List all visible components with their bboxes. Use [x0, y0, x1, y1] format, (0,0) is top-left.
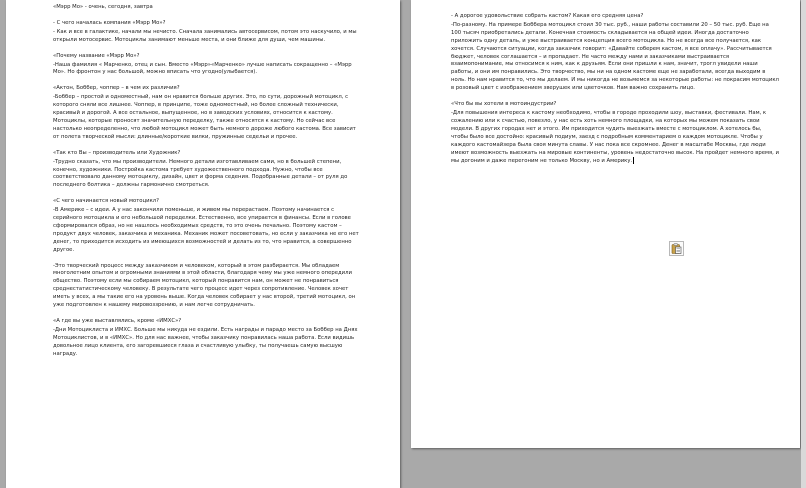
document-page-2[interactable] — [411, 0, 800, 448]
paragraph-gap — [53, 143, 360, 150]
question-paragraph: - С чего началась компания «Мэрр Мо»? — [53, 19, 166, 26]
question-paragraph: - А дорогое удовольствие собрать кастом? Какая его средняя цена? — [451, 13, 644, 19]
answer-paragraph: -Боббер – простой и одноместный, нам он нравится больше других. Это, по сути, дорожный мотоцикл, с которого сняли все лишнее. Чоппер, в принципе, тоже одноместный, но более сложный технически, красивый и дорогой. А все остальное, выпущенное, но в заводских условиях, относится к кастому. Мотоциклы, которые проносят значительную переделку, также относятся к кастому. Но сейчас все настолько неопределенно, что любой мотоцикл может быть немного дороже любого кастома. Все зависит от полета творческой мысли: длинные/короткие вилки, пружинные седельи и прочее. — [53, 94, 356, 140]
vertical-scrollbar[interactable] — [801, 0, 806, 488]
question-paragraph: «А где вы уже выставлялись, кроме «ИМХС»? — [53, 318, 182, 324]
answer-paragraph: -Дни Мотоциклиста и ИМХС. Больше мы никуда не ездили. Есть награды и парадо место за Боббер на Днях Мотоциклистов, и в «ИМХС». Но для нас важнее, чтобы заказчику понравилась наша работа. Если видишь довольное лицо клиента, его загоревшиеся глаза и счастливую улыбку, ты получаешь самую высшую награду. — [53, 326, 358, 357]
clipboard-paste-icon — [671, 243, 682, 254]
page-2-text-column[interactable] — [411, 13, 800, 167]
answer-paragraph: -Это творческий процесс между заказчиком и человеком, который в этом разбирается. Мы обладаем многолетним опытом и огромными знаниями в этой области, благодаря чему мы уже немного опередили общество. Поэтому если мы собираем мотоцикл, который понравится нам, он может не понравиться среднестатистическому человеку. В результате чего процесс идет через сопротивление. Человек хочет иметь у всех, а мы такие его на уровень выше. Когда человек собирает у нас второй, третий мотоцикл, он уже подготовлен к нашему мировоззрению, и нам легче сотрудничать. — [53, 262, 356, 309]
paragraph-gap — [53, 311, 360, 318]
page-1-text-column[interactable] — [6, 4, 400, 360]
answer-text: -Для повышения интереса к кастому необходимо, чтобы в городе проходили шоу, выставки, фестивали. Нам, к сожалению или к счастью, повезло, у нас есть хоть немного площадки, на которых мы можем показать свои модели. В других городах нет и этого. Им приходится чудить выезжать вместе с мотоциклом. А хотелось бы, чтобы было все достойно: красивый подиум, заезд с подробным комментарием о каждом мотоцикле. Чтобы у каждого кастомайзера была своя минута славы. У нас пока все скромнее. Денег в масштабе Москвы, где люди имеют возможность выезжать на мировые континенты, уровень недостаточно высок. На пройдет немного время, и мы догоним и даже перегоним не только Москву, но и Америку. — [451, 109, 779, 165]
answer-paragraph: -В Америке – с идеи. А у нас закончили поменьше, и живем мы перерастаем. Поэтому начинается с серийного мотоцикла и его небольшой переделки. Естественно, все упирается в финансы. Если в голове сформировался образ, но не нашлось необходимых средств, то это очень печально. Поэтому кастом – продукт двух человек, заказчика и механика. Механик может посоветовать, но если у заказчика не его нет денег, то приходится исходить из имеющихся возможностей и делать из то, что нравится, а совершенно другое. — [53, 207, 359, 253]
paragraph-gap — [53, 13, 360, 20]
paragraph-gap — [53, 256, 360, 263]
question-paragraph: «Почему название «Мэрр Мо»? — [53, 52, 140, 59]
document-page-1[interactable] — [6, 0, 400, 488]
answer-paragraph: -Наша фамилия « Марченко, отец и сын. Вместо «Мэрр»«Марченко» лучше написать сокращенно – «Мэрр Мо». Но фронтон у нас большой, можно вписать что угодно(улыбается). — [53, 61, 352, 76]
paragraph-gap — [451, 94, 780, 101]
answer-paragraph — [451, 110, 780, 166]
paste-options-button[interactable] — [669, 241, 684, 256]
answer-paragraph: -По-разному. На примере Боббера мотоцикл стоил 30 тыс. руб., наши работы составили 20 – 50 тыс. руб. Еще на 100 тысяч приобретались детали. Конечная стоимость складывается на общей идеи. Иногда достаточно приложить одну деталь, и уже выстраивается концепция всего мотоцикла. Но не всегда все получается, как хочется. Случаются ситуации, когда заказчик говорит: «Давайте соберем кастом, я все оплачу». Рассчитывается бюджет, человек соглашается – и пропадает. Не часто между нами и заказчиками выстраивается взаимопонимание, мы относимся к ним, как к друзьям. Если они пришли к нам, значит, трогл увидели наши работы, и они им понравились. Это творчество, мы ни на одном кастоме еще не заработали, всегда выходим в ноль. Но нам нравится то, что мы делаем. И мы никогда не возьмемся за некоторые работы: не покрасим мотоцикл в розовый цвет с изображением зверушек или цветочков. Нам важно сохранить лицо. — [451, 21, 779, 92]
question-paragraph: «Актон, Боббер, чоппер – в чем их различия? — [53, 85, 180, 92]
question-paragraph: «Что бы вы хотели в мотоиндустрии? — [451, 101, 557, 108]
question-paragraph: «Так кто Вы – производитель или Художник? — [53, 149, 181, 156]
question-paragraph: «С чего начинается новый мотоцикл? — [53, 198, 159, 205]
answer-paragraph: -Трудно сказать, что мы производители. Немного детали изготавливаем сами, но в большей степени, конечно, художники. Постройка кастома требует художественного подхода. Нужно, чтобы все соответствовало данному мотоциклу, дизайн, цвет и форма седения. Подобранные детали – от руля до последнего болтика – должны гармонично смотреться. — [53, 158, 348, 189]
paragraph-gap — [53, 46, 360, 53]
paragraph-gap — [53, 78, 360, 85]
doc-title-line: «Мэрр Мо» - очень, сегодня, завтра — [53, 4, 153, 10]
answer-paragraph: - Как и все в галактике, начали мы нечисто. Сначала занимались автосервисом, потом это наскучило, и мы открыли мотосервис. Мотоциклы занимают меньше места, и они ближе для души, чем машины. — [53, 28, 357, 43]
text-cursor — [633, 157, 634, 164]
